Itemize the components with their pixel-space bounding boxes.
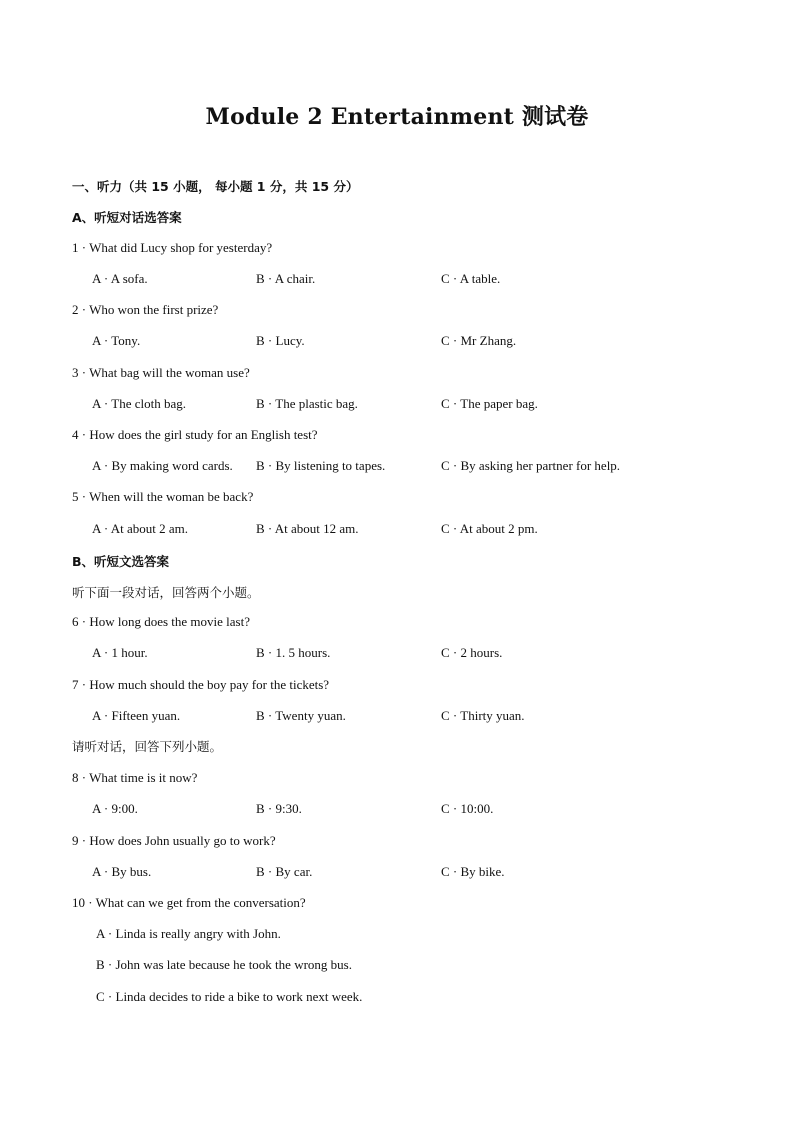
q4-option-b: B · By listening to tapes. bbox=[256, 458, 386, 473]
q2-option-a: A · Tony. bbox=[92, 333, 141, 348]
q4-option-a: A · By making word cards. bbox=[92, 458, 233, 473]
q10-option-a: A · Linda is really angry with John. bbox=[96, 926, 281, 941]
q9-option-a: A · By bus. bbox=[92, 864, 152, 879]
q10-option-c: C · Linda decides to ride a bike to work next week. bbox=[96, 989, 363, 1004]
q6-option-a: A · 1 hour. bbox=[92, 645, 148, 660]
q1-option-b: B · A chair. bbox=[256, 271, 316, 286]
q6-option-b: B · 1. 5 hours. bbox=[256, 645, 331, 660]
q8-option-c: C · 10:00. bbox=[441, 801, 494, 816]
part-a-heading: A、听短对话选答案 bbox=[72, 210, 182, 225]
part-b-heading: B、听短文选答案 bbox=[72, 554, 170, 569]
q5-option-b: B · At about 12 am. bbox=[256, 521, 359, 536]
q10-option-b: B · John was late because he took the wrong bus. bbox=[96, 957, 352, 972]
q7-option-b: B · Twenty yuan. bbox=[256, 708, 346, 723]
q1-option-c: C · A table. bbox=[441, 271, 501, 286]
section-heading: 一、听力（共 15 小题， 每小题 1 分，共 15 分） bbox=[72, 179, 359, 194]
q7-option-a: A · Fifteen yuan. bbox=[92, 708, 181, 723]
page-title: Module 2 Entertainment 测试卷 bbox=[205, 104, 589, 130]
question-1: 1 · What did Lucy shop for yesterday? bbox=[72, 240, 273, 255]
part-b-instruction-1: 听下面一段对话，回答两个小题。 bbox=[72, 585, 260, 600]
question-3: 3 · What bag will the woman use? bbox=[72, 365, 250, 380]
q3-option-c: C · The paper bag. bbox=[441, 396, 538, 411]
q8-option-b: B · 9:30. bbox=[256, 801, 302, 816]
q9-option-b: B · By car. bbox=[256, 864, 313, 879]
q8-option-a: A · 9:00. bbox=[92, 801, 138, 816]
q3-option-a: A · The cloth bag. bbox=[92, 396, 186, 411]
q3-option-b: B · The plastic bag. bbox=[256, 396, 358, 411]
part-b-instruction-2: 请听对话，回答下列小题。 bbox=[72, 739, 223, 754]
question-4: 4 · How does the girl study for an English test? bbox=[72, 427, 318, 442]
q1-option-a: A · A sofa. bbox=[92, 271, 148, 286]
question-7: 7 · How much should the boy pay for the tickets? bbox=[72, 677, 330, 692]
q5-option-c: C · At about 2 pm. bbox=[441, 521, 538, 536]
q7-option-c: C · Thirty yuan. bbox=[441, 708, 525, 723]
q4-option-c: C · By asking her partner for help. bbox=[441, 458, 621, 473]
question-6: 6 · How long does the movie last? bbox=[72, 614, 250, 629]
question-8: 8 · What time is it now? bbox=[72, 770, 198, 785]
question-9: 9 · How does John usually go to work? bbox=[72, 833, 276, 848]
question-5: 5 · When will the woman be back? bbox=[72, 489, 254, 504]
q9-option-c: C · By bike. bbox=[441, 864, 505, 879]
q2-option-b: B · Lucy. bbox=[256, 333, 305, 348]
q6-option-c: C · 2 hours. bbox=[441, 645, 503, 660]
question-2: 2 · Who won the first prize? bbox=[72, 302, 219, 317]
q5-option-a: A · At about 2 am. bbox=[92, 521, 189, 536]
question-10: 10 · What can we get from the conversation? bbox=[72, 895, 306, 910]
q2-option-c: C · Mr Zhang. bbox=[441, 333, 517, 348]
